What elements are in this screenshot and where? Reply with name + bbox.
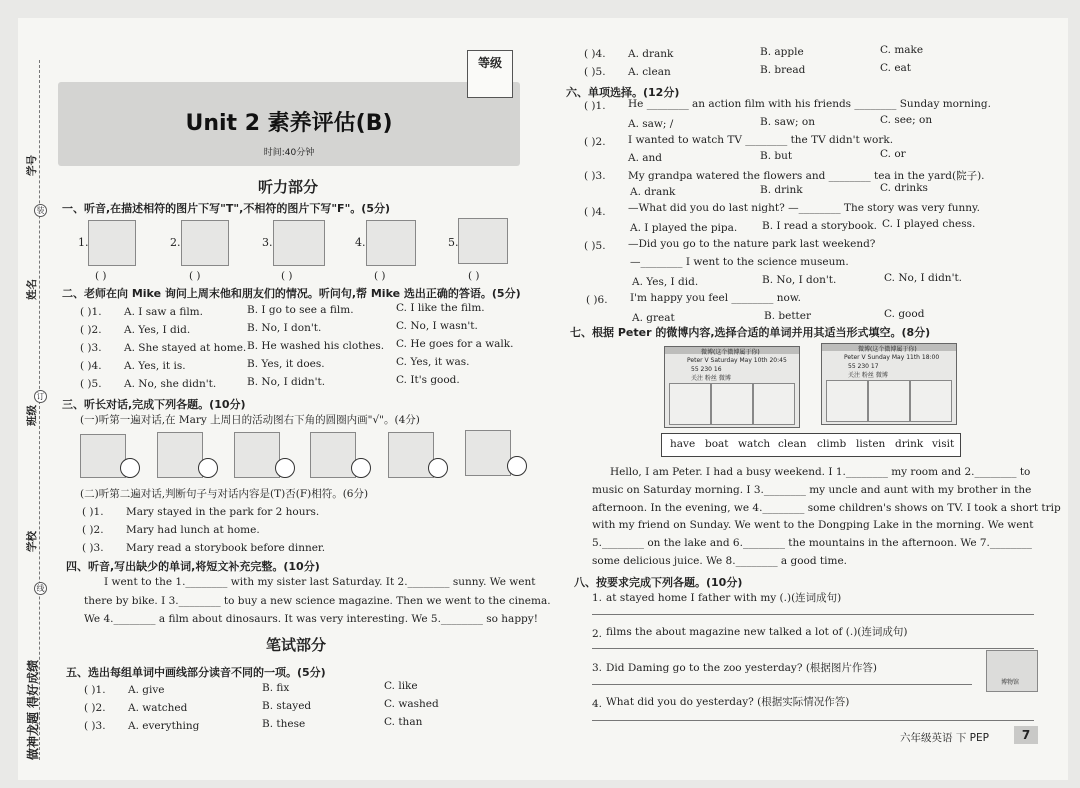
q5-item-1-a: A. give	[128, 684, 165, 696]
weibo-card-sunday	[821, 343, 957, 425]
q3-activity-picture-3	[234, 432, 280, 478]
card1-photo-2	[711, 383, 753, 425]
q1-picture-3	[273, 220, 325, 266]
q3-check-circle-3[interactable]	[275, 458, 295, 478]
card2-stats: 55 230 17	[848, 363, 879, 370]
q5-item-5-a: A. clean	[628, 66, 671, 78]
q8-item-3-text: Did Daming go to the zoo yesterday? (根据图片作答)	[606, 662, 878, 674]
q8-answer-line-3[interactable]	[592, 684, 972, 685]
q6-heading: 六、单项选择。(12分)	[566, 86, 680, 99]
q5-item-5-c: C. eat	[880, 62, 912, 74]
q3-item-3-text: Mary read a storybook before dinner.	[126, 542, 326, 554]
q6-item-3-b: B. drink	[760, 184, 803, 196]
q5-item-4-b: B. apple	[760, 46, 804, 58]
q8-item-2-num: 2.	[592, 628, 603, 640]
q2-item-2-c: C. No, I wasn't.	[396, 320, 478, 332]
q8-answer-line-2[interactable]	[592, 648, 1034, 649]
q2-item-5-a: A. No, she didn't.	[124, 378, 217, 390]
q3-activity-picture-2	[157, 432, 203, 478]
museum-sign: 博物馆	[1001, 679, 1020, 686]
q5-item-3-num[interactable]: ( )3.	[84, 720, 106, 732]
q1-picture-5	[458, 218, 508, 264]
q6-item-4-a: A. I played the pipa.	[630, 222, 738, 234]
q5-item-1-num[interactable]: ( )1.	[84, 684, 106, 696]
q3-check-circle-4[interactable]	[351, 458, 371, 478]
card2-photo-3	[910, 380, 952, 422]
q6-item-1-c: C. see; on	[880, 114, 933, 126]
q6-item-5-a: A. Yes, I did.	[632, 276, 699, 288]
q3-item-2-text: Mary had lunch at home.	[126, 524, 260, 536]
q6-item-5-stem: —Did you go to the nature park last weekend?	[628, 238, 876, 250]
q3-activity-picture-6	[465, 430, 511, 476]
word-visit: visit	[932, 438, 955, 450]
card1-stats: 55 230 16	[691, 366, 722, 373]
q3-part1-instruction: (一)听第一遍对话,在 Mary 上周日的活动图右下角的圆圈内画"√"。(4分)	[80, 414, 420, 426]
word-watch: watch	[738, 438, 771, 450]
q3-check-circle-1[interactable]	[120, 458, 140, 478]
museum-picture	[986, 650, 1038, 692]
q2-item-3-a: A. She stayed at home.	[124, 342, 247, 354]
card1-user: Peter V Saturday May 10th 20:45	[687, 357, 787, 364]
q6-item-5-num[interactable]: ( )5.	[584, 240, 606, 252]
q1-num-5: 5.	[448, 236, 459, 249]
q6-item-1-stem: He ________ an action film with his friends ________ Sunday morning.	[628, 98, 991, 110]
q6-item-1-num[interactable]: ( )1.	[584, 100, 606, 112]
q2-item-2-num[interactable]: ( )2.	[80, 324, 102, 336]
q6-item-6-b: B. better	[764, 310, 811, 322]
q1-num-4: 4.	[355, 236, 366, 249]
q6-item-3-stem: My grandpa watered the flowers and ________ tea in the yard(院子).	[628, 170, 985, 182]
q2-item-2-a: A. Yes, I did.	[124, 324, 191, 336]
q1-num-2: 2.	[170, 236, 181, 249]
card2-photo-2	[868, 380, 910, 422]
q1-num-3: 3.	[262, 236, 273, 249]
q1-answer-2[interactable]: ( )	[189, 270, 201, 282]
q5-item-4-c: C. make	[880, 44, 924, 56]
q3-item-2-num[interactable]: ( )2.	[82, 524, 104, 536]
card1-photo-1	[669, 383, 711, 425]
q1-answer-1[interactable]: ( )	[95, 270, 107, 282]
card1-labels: 关注 粉丝 微博	[691, 375, 731, 382]
card2-labels: 关注 粉丝 微博	[848, 372, 888, 379]
q6-item-2-a: A. and	[628, 152, 663, 164]
listening-section-title: 听力部分	[258, 178, 319, 196]
q3-heading: 三、听长对话,完成下列各题。(10分)	[62, 398, 246, 411]
q6-item-2-b: B. but	[760, 150, 793, 162]
q5-item-5-num[interactable]: ( )5.	[584, 66, 606, 78]
q1-heading: 一、听音,在描述相符的图片下写"T",不相符的图片下写"F"。(5分)	[62, 202, 391, 215]
q2-item-1-a: A. I saw a film.	[124, 306, 203, 318]
q2-item-4-num[interactable]: ( )4.	[80, 360, 102, 372]
q6-item-4-stem: —What did you do last night? —________ The story was very funny.	[628, 202, 980, 214]
school-label: 学校	[26, 531, 38, 552]
written-section-title: 笔试部分	[266, 636, 327, 654]
q2-item-3-b: B. He washed his clothes.	[247, 340, 385, 352]
q4-line-1: I went to the 1.________ with my sister last Saturday. It 2.________ sunny. We went	[104, 576, 536, 588]
q5-item-2-b: B. stayed	[262, 700, 312, 712]
card2-header: 微博(这个微博属于你)	[858, 346, 917, 353]
q1-answer-4[interactable]: ( )	[374, 270, 386, 282]
word-boat: boat	[705, 438, 729, 450]
card2-user: Peter V Sunday May 11th 18:00	[844, 354, 940, 361]
q2-heading: 二、老师在向 Mike 询问上周末他和朋友们的情况。听问句,帮 Mike 选出正确的答语。(5分)	[62, 287, 521, 300]
q1-answer-5[interactable]: ( )	[468, 270, 480, 282]
q2-item-5-b: B. No, I didn't.	[247, 376, 326, 388]
q7-passage-line-3: afternoon. In the evening, we 4.________ some children's shows on TV. I took a short trip	[592, 502, 1061, 514]
q3-check-circle-6[interactable]	[507, 456, 527, 476]
q7-passage-line-6: some delicious juice. We 8.________ a good time.	[592, 555, 848, 567]
q7-passage-line-2: music on Saturday morning. I 3.________ my uncle and aunt with my brother in the	[592, 484, 1032, 496]
q2-item-3-c: C. He goes for a walk.	[396, 338, 514, 350]
q6-item-6-stem: I'm happy you feel ________ now.	[630, 292, 801, 304]
q6-item-4-c: C. I played chess.	[882, 218, 976, 230]
q6-item-6-c: C. good	[884, 308, 925, 320]
q2-item-1-c: C. I like the film.	[396, 302, 485, 314]
q5-item-3-b: B. these	[262, 718, 306, 730]
page-title: Unit 2 素养评估(B)	[185, 111, 393, 136]
seal-3: 线	[34, 582, 47, 595]
time-limit: 时间:40分钟	[263, 148, 315, 158]
q6-item-4-num[interactable]: ( )4.	[584, 206, 606, 218]
name-label: 姓名	[26, 279, 38, 300]
word-climb: climb	[817, 438, 847, 450]
word-listen: listen	[856, 438, 886, 450]
word-have: have	[670, 438, 696, 450]
q5-item-1-b: B. fix	[262, 682, 290, 694]
q8-item-4-num: 4.	[592, 698, 603, 710]
q6-item-3-a: A. drank	[630, 186, 676, 198]
q6-item-6-num[interactable]: ( )6.	[586, 294, 608, 306]
q8-item-4-text: What did you do yesterday? (根据实际情况作答)	[606, 696, 850, 708]
q8-item-3-num: 3.	[592, 662, 603, 674]
q6-item-5-stem2: —________ I went to the science museum.	[630, 256, 849, 268]
q2-item-1-b: B. I go to see a film.	[247, 304, 354, 316]
card1-header: 微博(这个微博属于你)	[701, 349, 760, 356]
q6-item-2-c: C. or	[880, 148, 906, 160]
word-clean: clean	[778, 438, 807, 450]
q2-item-4-a: A. Yes, it is.	[124, 360, 186, 372]
grade-box	[467, 50, 513, 98]
slogan: 做神龙题 得好成绩	[26, 659, 40, 760]
class-label: 班级	[26, 405, 38, 426]
seal-2: 订	[34, 390, 47, 403]
q6-item-6-a: A. great	[632, 312, 675, 324]
q3-activity-picture-4	[310, 432, 356, 478]
q7-passage-line-1: Hello, I am Peter. I had a busy weekend. I 1.________ my room and 2.________ to	[610, 466, 1031, 478]
seal-1: 装	[34, 204, 47, 217]
page-number: 7	[1014, 726, 1038, 744]
q6-item-1-a: A. saw; /	[628, 118, 674, 130]
grade-label: 等级	[477, 56, 502, 70]
q5-item-2-c: C. washed	[384, 698, 439, 710]
q7-passage-line-4: with my friend on Sunday. We went to the Dongping Lake in the morning. We went	[592, 519, 1034, 531]
card1-photo-3	[753, 383, 795, 425]
q3-activity-picture-5	[388, 432, 434, 478]
q1-picture-2	[181, 220, 229, 266]
card2-photo-1	[826, 380, 868, 422]
word-bank	[661, 433, 961, 457]
q5-item-1-c: C. like	[384, 680, 418, 692]
q2-item-5-num[interactable]: ( )5.	[80, 378, 102, 390]
q3-item-1-text: Mary stayed in the park for 2 hours.	[126, 506, 320, 518]
q5-heading: 五、选出每组单词中画线部分读音不同的一项。(5分)	[66, 666, 326, 679]
q6-item-5-b: B. No, I don't.	[762, 274, 837, 286]
q7-heading: 七、根据 Peter 的微博内容,选择合适的单词并用其适当形式填空。(8分)	[570, 326, 931, 339]
q3-activity-picture-1	[80, 434, 126, 478]
q8-answer-line-1[interactable]	[592, 614, 1034, 615]
q6-item-2-stem: I wanted to watch TV ________ the TV didn't work.	[628, 134, 894, 146]
q6-item-2-num[interactable]: ( )2.	[584, 136, 606, 148]
q6-item-1-b: B. saw; on	[760, 116, 815, 128]
q2-item-4-c: C. Yes, it was.	[396, 356, 470, 368]
q5-item-4-num[interactable]: ( )4.	[584, 48, 606, 60]
q4-line-3: We 4.________ a film about dinosaurs. It was very interesting. We 5.________ so happy!	[84, 613, 538, 625]
q4-heading: 四、听音,写出缺少的单词,将短文补充完整。(10分)	[66, 560, 320, 573]
binding-line	[39, 60, 40, 760]
q4-line-2: there by bike. I 3.________ to buy a new science magazine. Then we went to the cinema.	[84, 595, 551, 607]
q5-item-2-a: A. watched	[128, 702, 188, 714]
q6-item-3-num[interactable]: ( )3.	[584, 170, 606, 182]
student-id-label: 学号	[26, 155, 38, 176]
q8-item-2-text: films the about magazine new talked a lot of (.)(连词成句)	[606, 626, 908, 638]
q2-item-2-b: B. No, I don't.	[247, 322, 322, 334]
q2-item-1-num[interactable]: ( )1.	[80, 306, 102, 318]
q3-check-circle-5[interactable]	[428, 458, 448, 478]
q7-passage-line-5: 5.________ on the lake and 6.________ the mountains in the afternoon. We 7.________	[592, 537, 1032, 549]
q3-item-3-num[interactable]: ( )3.	[82, 542, 104, 554]
q5-item-4-a: A. drank	[628, 48, 674, 60]
q1-picture-1	[88, 220, 136, 266]
q1-num-1: 1.	[78, 236, 89, 249]
q1-answer-3[interactable]: ( )	[281, 270, 293, 282]
q3-check-circle-2[interactable]	[198, 458, 218, 478]
q8-item-1-text: at stayed home I father with my (.)(连词成句)	[606, 592, 842, 604]
weibo-card-saturday	[664, 346, 800, 428]
q5-item-2-num[interactable]: ( )2.	[84, 702, 106, 714]
q2-item-4-b: B. Yes, it does.	[247, 358, 325, 370]
q8-heading: 八、按要求完成下列各题。(10分)	[574, 576, 743, 589]
q6-item-4-b: B. I read a storybook.	[762, 220, 877, 232]
q8-answer-line-4[interactable]	[592, 720, 1034, 721]
q8-item-1-num: 1.	[592, 592, 603, 604]
q3-item-1-num[interactable]: ( )1.	[82, 506, 104, 518]
title-banner	[58, 82, 520, 166]
q2-item-5-c: C. It's good.	[396, 374, 460, 386]
word-drink: drink	[895, 438, 924, 450]
q5-item-3-c: C. than	[384, 716, 423, 728]
q5-item-5-b: B. bread	[760, 64, 806, 76]
q2-item-3-num[interactable]: ( )3.	[80, 342, 102, 354]
q5-item-3-a: A. everything	[128, 720, 200, 732]
q3-part2-instruction: (二)听第二遍对话,判断句子与对话内容是(T)否(F)相符。(6分)	[80, 488, 369, 500]
q6-item-3-c: C. drinks	[880, 182, 928, 194]
footer-text: 六年级英语 下 PEP	[900, 732, 989, 744]
q1-picture-4	[366, 220, 416, 266]
q6-item-5-c: C. No, I didn't.	[884, 272, 963, 284]
